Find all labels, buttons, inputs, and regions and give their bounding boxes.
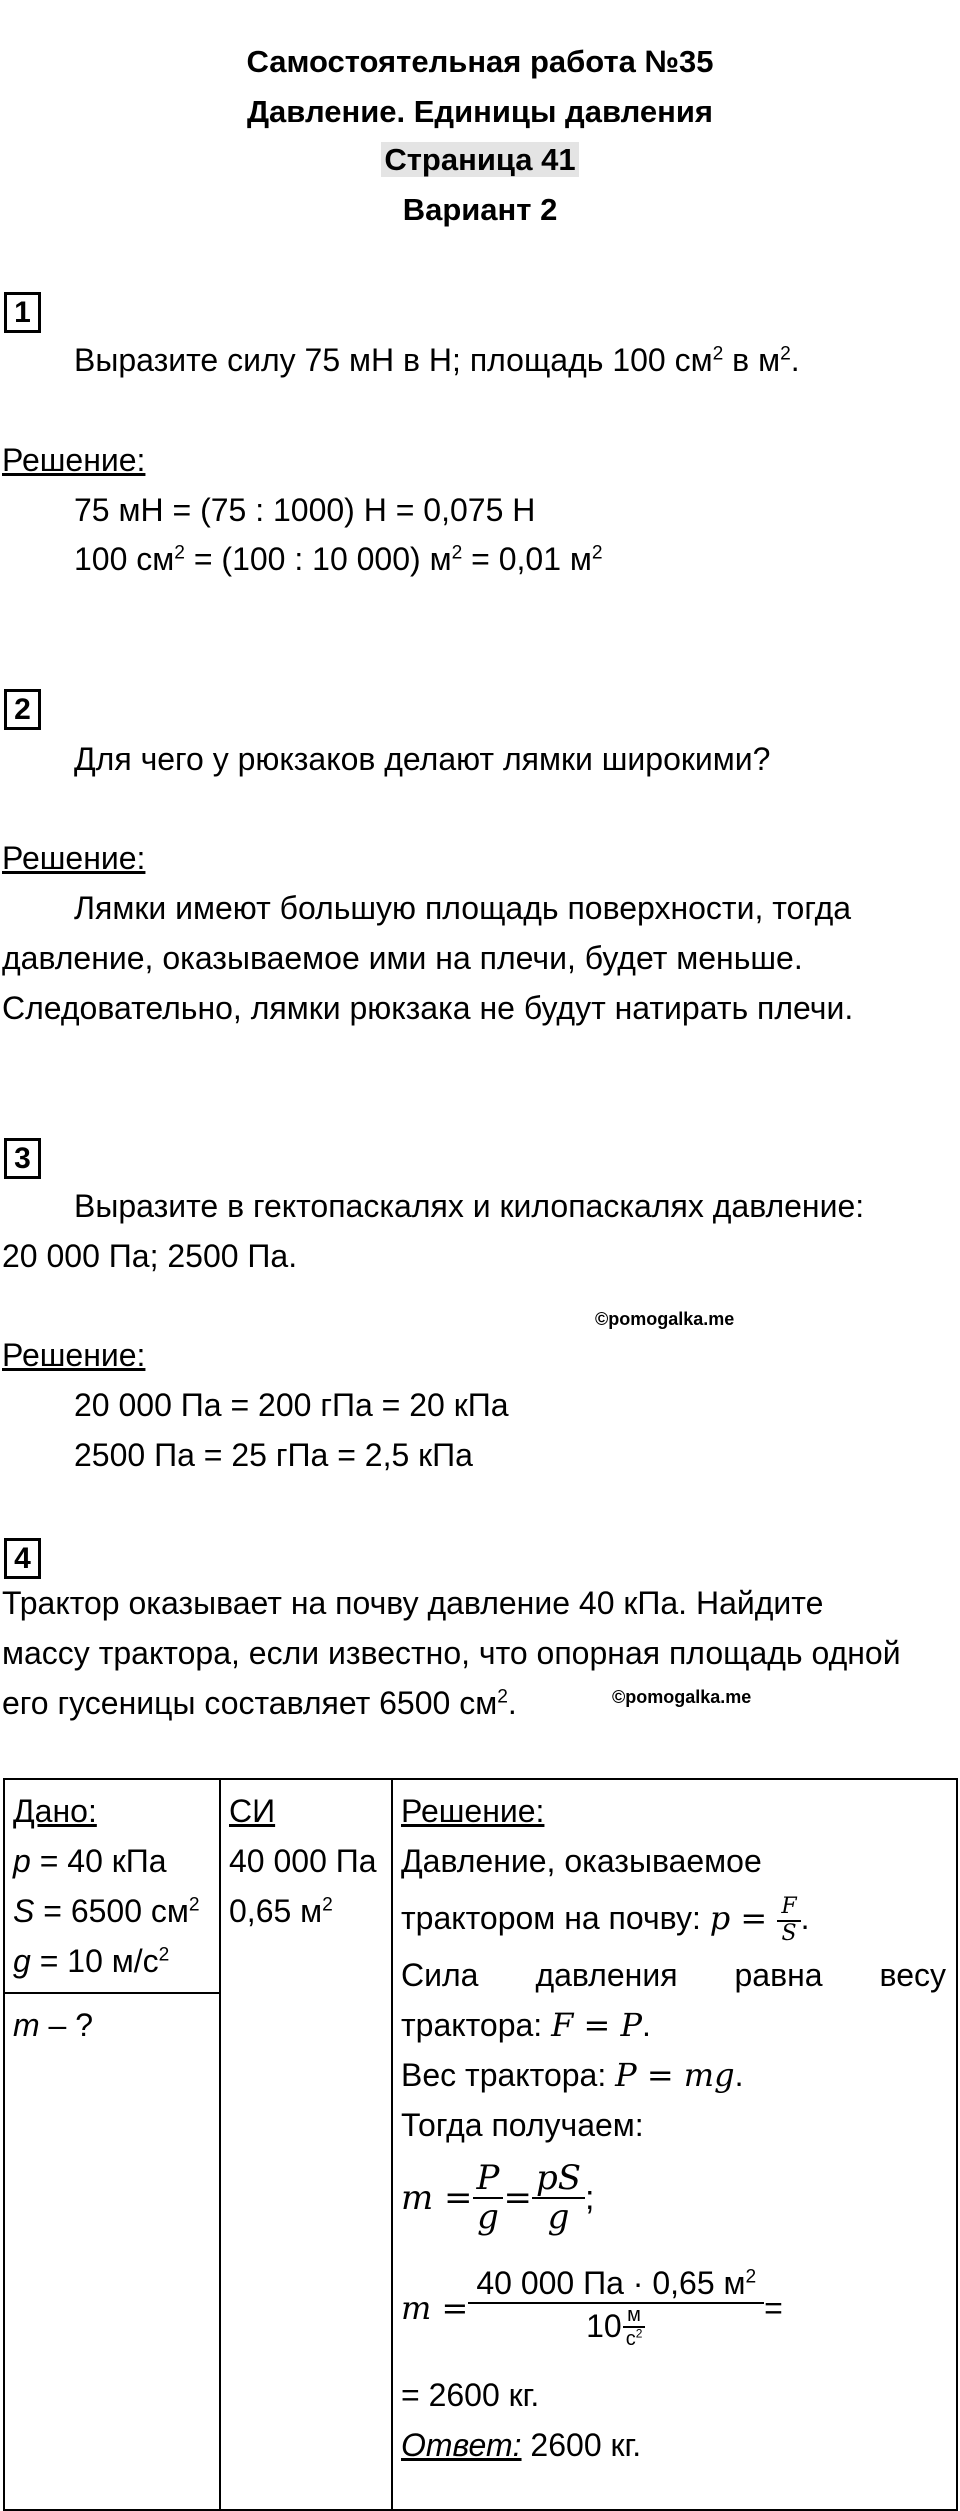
si-label: СИ <box>229 1793 276 1829</box>
task-2-solution-line-2: давление, оказываемое ими на плечи, будет меньше. <box>2 940 803 976</box>
solution-line-2: трактором на почву: p = $\frac{F}{S}$ . <box>401 1894 810 1946</box>
find-cell <box>4 1993 220 2510</box>
solution-cell <box>392 1779 957 2510</box>
given-gravity: g = 10 $м/с^2$ <box>13 1943 170 1979</box>
answer-label: Ответ: <box>401 2427 522 2463</box>
task-1-solution-label: Решение: <box>2 442 146 478</box>
si-cell <box>220 1779 392 2510</box>
solution-line-4: трактора: F = P. <box>401 2006 651 2044</box>
task-4-number: 4 <box>4 1538 41 1579</box>
fraction-units: $\frac{м}{с^2}$ <box>622 2304 647 2350</box>
task-3-number: 3 <box>4 1138 41 1179</box>
answer: Ответ: 2600 кг. <box>401 2427 642 2463</box>
watermark: ©pomogalka.me <box>612 1687 752 1707</box>
task-1-solution-line-1: 75 мН = (75 : 1000) Н = 0,075 Н <box>74 492 536 528</box>
task-2-question: Для чего у рюкзаков делают лямки широкими? <box>74 741 771 777</box>
si-pressure: 40 000 Па <box>229 1843 377 1879</box>
given-cell <box>4 1779 220 1993</box>
solution-line-3: Сила давления равна весу <box>401 1957 946 1993</box>
task-3-solution-label: Решение: <box>2 1337 146 1373</box>
header-page <box>0 142 960 178</box>
task-3-solution-line-2: 2500 Па = 25 гПа = 2,5 кПа <box>74 1437 473 1473</box>
solution-line-1: Давление, оказываемое <box>401 1843 762 1879</box>
header-variant: Вариант 2 <box>402 192 558 227</box>
task-4-question-line-3: его гусеницы составляет 6500 $см^2$. <box>2 1685 517 1721</box>
formula-result: = 2600 кг. <box>401 2377 540 2413</box>
given-pressure: p = 40 кПа <box>13 1843 167 1879</box>
task-2-solution-label: Решение: <box>2 840 146 876</box>
find-mass: m – ? <box>13 2007 94 2043</box>
task-2-solution-line-3: Следовательно, лямки рюкзака не будут натирать плечи. <box>2 990 854 1026</box>
task-3-solution-line-1: 20 000 Па = 200 гПа = 20 кПа <box>74 1387 509 1423</box>
solution-label: Решение: <box>401 1793 545 1829</box>
solution-table <box>3 1778 958 2511</box>
si-area: 0,65 $м^2$ <box>229 1893 333 1929</box>
task-2-solution-line-1: Лямки имеют большую площадь поверхности, тогда <box>74 890 852 926</box>
fraction-p-over-g: $\frac{P}{g}$ <box>473 2160 504 2237</box>
watermark: ©pomogalka.me <box>595 1309 735 1329</box>
formula-m-equals: m = $\frac{P}{g}$ = $\frac{pS}{g}$ ; <box>401 2157 595 2237</box>
task-1-number: 1 <box>4 292 41 333</box>
header-title: Самостоятельная работа №35 <box>246 44 714 79</box>
task-3-question-line-2: 20 000 Па; 2500 Па. <box>2 1238 298 1274</box>
solution-line-5: Вес трактора: P = mg. <box>401 2056 744 2094</box>
fraction-ps-over-g: $\frac{pS}{g}$ <box>532 2160 585 2237</box>
fraction-f-over-s: $\frac{F}{S}$ <box>777 1895 800 1945</box>
task-4-question-line-2: массу трактора, если известно, что опорная площадь одной <box>2 1635 901 1671</box>
given-label: Дано: <box>13 1793 97 1829</box>
fraction-calc: 40 000 Па · 0,65 $м^2$ 10 $\frac{м}{с^2}$ <box>468 2266 764 2349</box>
task-1-question: Выразите силу 75 мН в Н; площадь 100 $см^2$ в $м^2$. <box>74 342 800 378</box>
task-4-question-line-1: Трактор оказывает на почву давление 40 кПа. Найдите <box>2 1585 824 1621</box>
page-highlight: Страница 41 <box>381 142 578 177</box>
task-2-number: 2 <box>4 689 41 730</box>
solution-line-6: Тогда получаем: <box>401 2107 644 2143</box>
task-1-solution-line-2: 100 $см^2 = (100$ : 10 000) $м^2 = 0,01$ $м^2$ <box>74 541 603 577</box>
header-topic: Давление. Единицы давления <box>246 94 714 129</box>
task-3-question-line-1: Выразите в гектопаскалях и килопаскалях давление: <box>74 1188 865 1224</box>
given-area: S = 6500 $см^2$ <box>13 1893 200 1929</box>
formula-m-calc: m = 40 000 Па · 0,65 $м^2$ 10 $\frac{м}{с^2}$ = <box>401 2265 783 2350</box>
